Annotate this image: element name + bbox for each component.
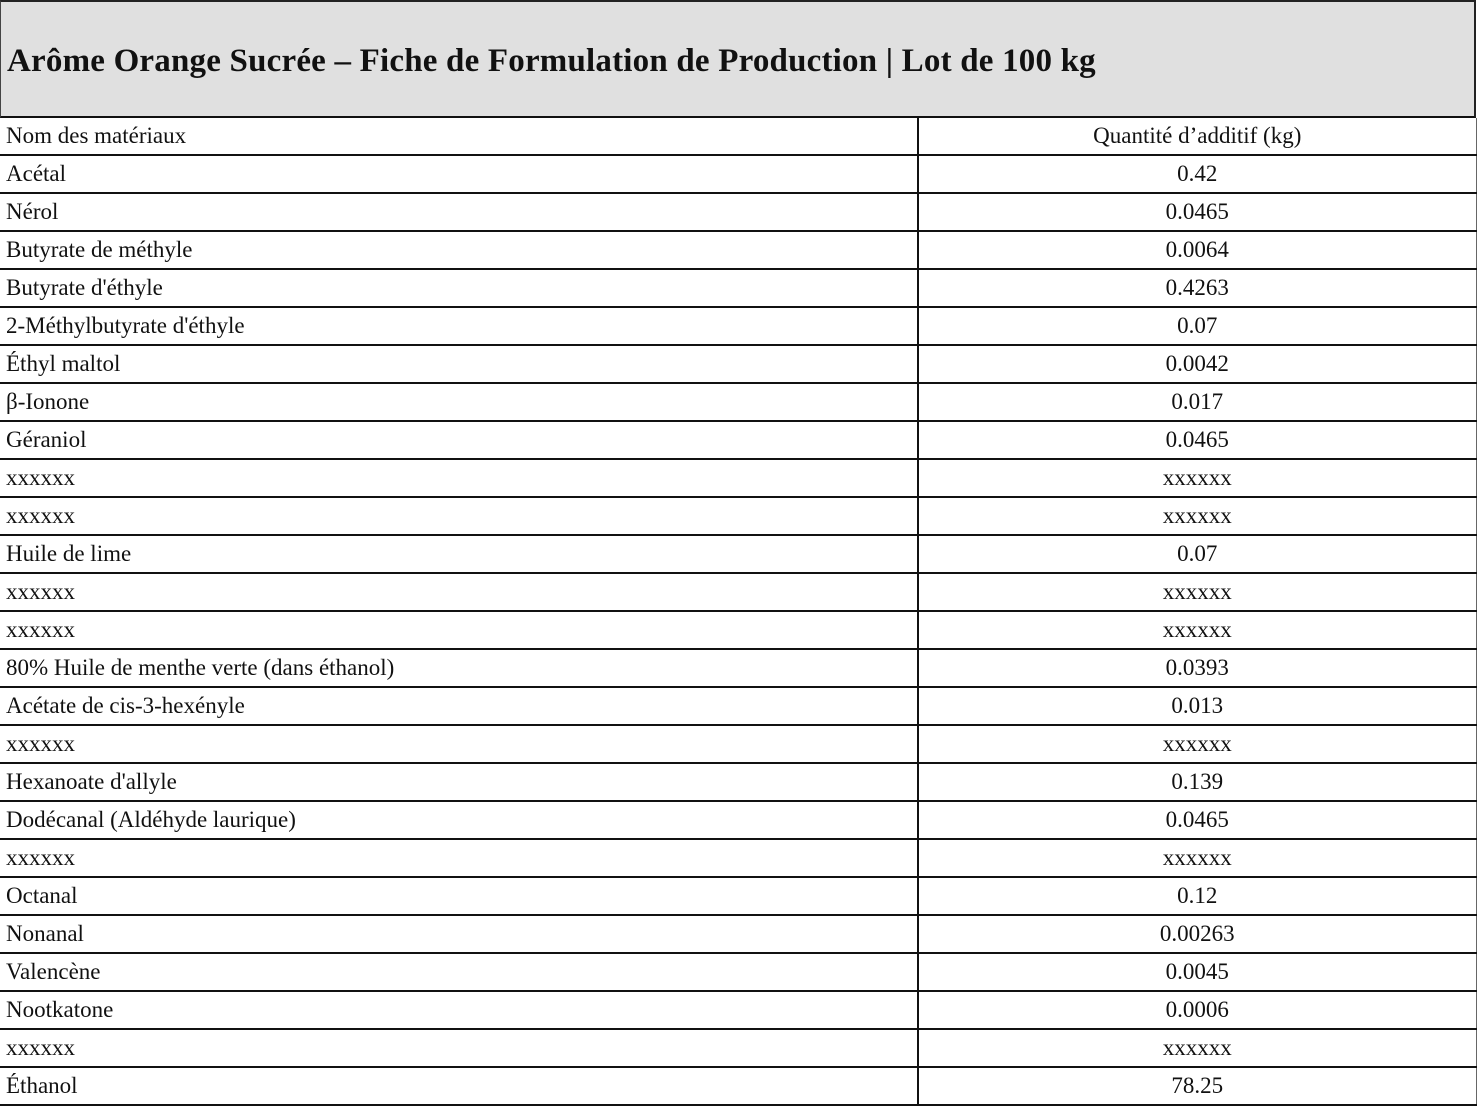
material-name: Octanal (0, 877, 918, 915)
material-quantity: 0.0042 (918, 345, 1476, 383)
material-quantity: xxxxxx (918, 839, 1476, 877)
material-quantity: 0.0393 (918, 649, 1476, 687)
table-row (0, 193, 1476, 231)
material-name: xxxxxx (0, 573, 918, 611)
formulation-table (0, 118, 1477, 1106)
material-name: Hexanoate d'allyle (0, 763, 918, 801)
material-quantity: 0.12 (918, 877, 1476, 915)
table-row (0, 649, 1476, 687)
material-name: Éthyl maltol (0, 345, 918, 383)
material-quantity: 0.139 (918, 763, 1476, 801)
material-quantity: 0.4263 (918, 269, 1476, 307)
material-quantity: xxxxxx (918, 725, 1476, 763)
material-name: Nootkatone (0, 991, 918, 1029)
table-row (0, 953, 1476, 991)
table-row (0, 497, 1476, 535)
material-quantity: xxxxxx (918, 497, 1476, 535)
material-quantity: 0.07 (918, 307, 1476, 345)
material-quantity: 0.07 (918, 535, 1476, 573)
material-name: xxxxxx (0, 459, 918, 497)
table-row (0, 611, 1476, 649)
table-row (0, 269, 1476, 307)
material-name: Huile de lime (0, 535, 918, 573)
table-row (0, 231, 1476, 269)
header-quantity: Quantité d’additif (kg) (918, 118, 1476, 155)
header-material-name: Nom des matériaux (0, 118, 918, 155)
material-name: Nonanal (0, 915, 918, 953)
material-name: xxxxxx (0, 497, 918, 535)
material-quantity: 0.0006 (918, 991, 1476, 1029)
material-name: Dodécanal (Aldéhyde laurique) (0, 801, 918, 839)
material-name: Acétate de cis-3-hexényle (0, 687, 918, 725)
table-row (0, 1029, 1476, 1067)
table-row (0, 535, 1476, 573)
material-name: xxxxxx (0, 611, 918, 649)
material-quantity: 0.0465 (918, 193, 1476, 231)
material-quantity: 0.0045 (918, 953, 1476, 991)
material-name: β-Ionone (0, 383, 918, 421)
material-quantity: 0.42 (918, 155, 1476, 193)
material-name: xxxxxx (0, 1029, 918, 1067)
material-quantity: 78.25 (918, 1067, 1476, 1105)
table-row (0, 459, 1476, 497)
material-name: 2-Méthylbutyrate d'éthyle (0, 307, 918, 345)
table-row (0, 839, 1476, 877)
material-name: Valencène (0, 953, 918, 991)
material-name: Géraniol (0, 421, 918, 459)
table-row (0, 725, 1476, 763)
material-quantity: xxxxxx (918, 573, 1476, 611)
material-name: Butyrate de méthyle (0, 231, 918, 269)
material-quantity: xxxxxx (918, 459, 1476, 497)
material-quantity: 0.00263 (918, 915, 1476, 953)
table-row (0, 991, 1476, 1029)
table-row (0, 155, 1476, 193)
material-quantity: 0.013 (918, 687, 1476, 725)
title-bar (0, 0, 1476, 118)
table-row (0, 307, 1476, 345)
material-quantity: xxxxxx (918, 611, 1476, 649)
material-name: xxxxxx (0, 725, 918, 763)
table-row (0, 915, 1476, 953)
material-quantity: 0.017 (918, 383, 1476, 421)
material-quantity: xxxxxx (918, 1029, 1476, 1067)
table-row (0, 573, 1476, 611)
material-name: Acétal (0, 155, 918, 193)
material-name: xxxxxx (0, 839, 918, 877)
table-row (0, 877, 1476, 915)
material-name: Éthanol (0, 1067, 918, 1105)
material-name: Butyrate d'éthyle (0, 269, 918, 307)
sheet-title: Arôme Orange Sucrée – Fiche de Formulation de Production | Lot de 100 kg (7, 42, 1096, 79)
table-row (0, 1067, 1476, 1105)
table-row (0, 687, 1476, 725)
table-row (0, 421, 1476, 459)
material-quantity: 0.0064 (918, 231, 1476, 269)
table-header-row (0, 118, 1476, 155)
material-quantity: 0.0465 (918, 801, 1476, 839)
material-name: 80% Huile de menthe verte (dans éthanol) (0, 649, 918, 687)
table-row (0, 763, 1476, 801)
material-name: Nérol (0, 193, 918, 231)
table-row (0, 801, 1476, 839)
table-row (0, 383, 1476, 421)
table-row (0, 345, 1476, 383)
material-quantity: 0.0465 (918, 421, 1476, 459)
